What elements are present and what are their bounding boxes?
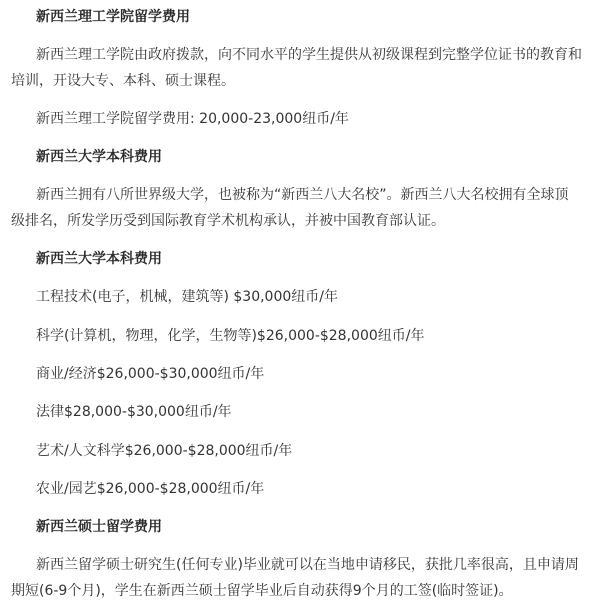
fee-item-business: 商业/经济$26,000-$30,000纽币/年	[36, 366, 265, 382]
heading-polytechnic-fees: 新西兰理工学院留学费用	[36, 9, 190, 25]
polytechnic-fee-text: 新西兰理工学院留学费用: 20,000-23,000纽币/年	[36, 111, 349, 127]
fee-item-arts: 艺术/人文科学$26,000-$28,000纽币/年	[36, 443, 293, 459]
heading-masters-fees: 新西兰硕士留学费用	[36, 519, 162, 535]
paragraph-polytechnic-intro-line1: 新西兰理工学院由政府拨款，向不同水平的学生提供从初级课程到完整学位证书的教育和	[36, 47, 582, 63]
paragraph-universities-intro-line2: 级排名，所发学历受到国际教育学术机构承认，并被中国教育部认证。	[11, 213, 445, 229]
paragraph-masters-intro-line1: 新西兰留学硕士研究生(任何专业)毕业就可以在当地申请移民，获批几率很高，且申请周	[36, 557, 579, 573]
paragraph-universities-intro-line1: 新西兰拥有八所世界级大学，也被称为“新西兰八大名校”。新西兰八大名校拥有全球顶	[36, 187, 569, 203]
fee-item-law: 法律$28,000-$30,000纽币/年	[36, 404, 232, 420]
paragraph-masters-intro-line2: 期短(6-9个月)，学生在新西兰硕士留学毕业后自动获得9个月的工签(临时签证)。	[11, 583, 513, 599]
paragraph-polytechnic-intro-line2: 培训，开设大专、本科、硕士课程。	[11, 73, 235, 89]
heading-undergrad-fee-list: 新西兰大学本科费用	[36, 251, 162, 267]
fee-item-science: 科学(计算机，物理，化学，生物等)$26,000-$28,000纽币/年	[36, 328, 425, 344]
fee-item-agriculture: 农业/园艺$26,000-$28,000纽币/年	[36, 481, 265, 497]
fee-item-engineering: 工程技术(电子，机械，建筑等) $30,000纽币/年	[36, 289, 338, 305]
heading-university-undergrad-fees: 新西兰大学本科费用	[36, 149, 162, 165]
